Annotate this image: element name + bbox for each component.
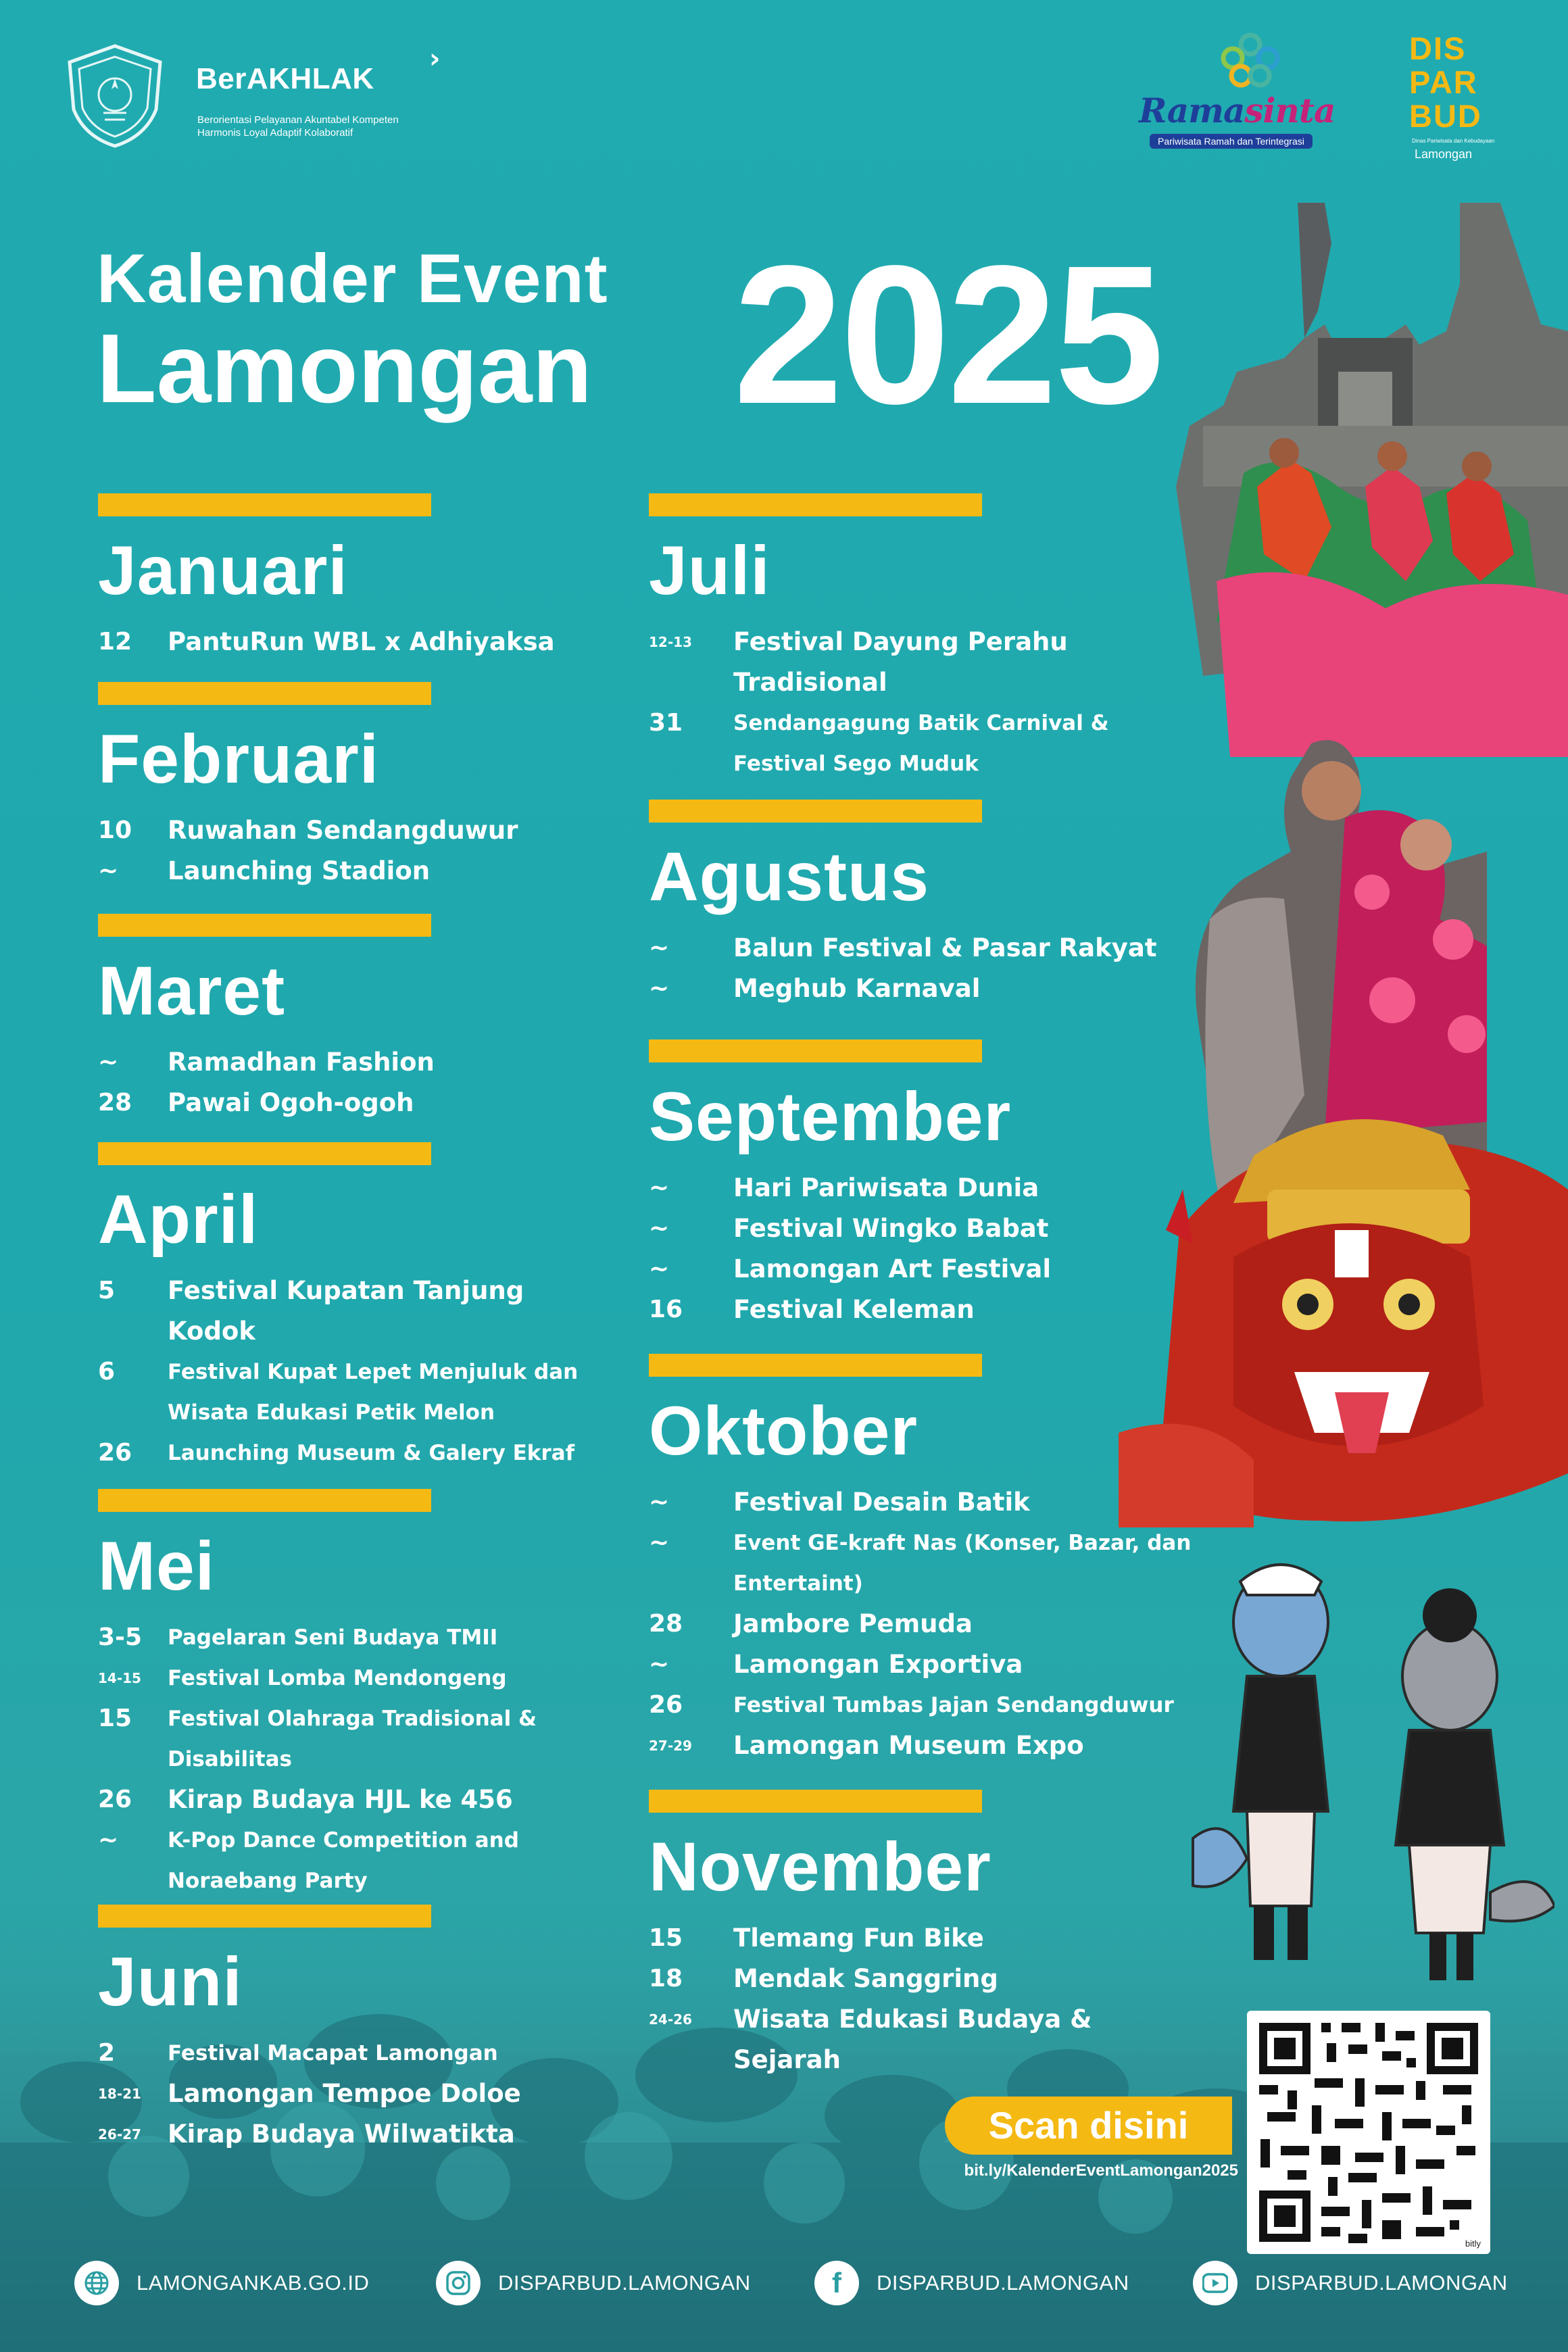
event-row — [98, 1352, 652, 1433]
event-date: 28 — [649, 1610, 683, 1638]
month-februari — [98, 682, 652, 891]
event-date: 18-21 — [98, 2086, 141, 2102]
berakhlak-subtitle-line2: Harmonis Loyal Adaptif Kolaboratif — [197, 127, 353, 139]
temple-dance-photo — [1162, 203, 1568, 757]
event-title: Ramadhan Fashion — [168, 1048, 435, 1077]
month-name: Juli — [649, 532, 770, 609]
footer-youtube[interactable] — [1193, 2261, 1508, 2305]
event-row — [98, 851, 652, 891]
event-row — [649, 1168, 1203, 1208]
month-bar — [98, 682, 431, 705]
event-date: ~ — [649, 975, 670, 1002]
event-title: Lamongan Art Festival — [733, 1254, 1052, 1283]
event-row — [98, 2033, 652, 2074]
event-title: Wisata Edukasi Budaya & Sejarah — [733, 2005, 1092, 2074]
event-title: Festival Dayung Perahu Tradisional — [733, 627, 1068, 697]
disparbud-city: Lamongan — [1415, 147, 1473, 161]
event-date: 26-27 — [98, 2126, 141, 2142]
qr-code-pattern — [1247, 2011, 1490, 2254]
month-bar — [649, 493, 982, 516]
event-row — [649, 928, 1203, 969]
event-date: ~ — [649, 1529, 670, 1557]
event-date: 27-29 — [649, 1738, 692, 1754]
event-row — [649, 969, 1203, 1009]
event-title: Hari Pariwisata Dunia — [733, 1173, 1039, 1202]
event-title: Lamongan Museum Expo — [733, 1731, 1084, 1760]
event-date: 15 — [98, 1705, 132, 1732]
mascots-illustration — [1186, 1541, 1554, 2001]
event-date: 5 — [98, 1277, 116, 1304]
footer-youtube-label: DISPARBUD.LAMONGAN — [1255, 2271, 1508, 2295]
event-date: 26 — [649, 1691, 683, 1719]
month-september — [649, 1039, 1203, 1330]
month-mei — [98, 1489, 652, 1901]
event-row — [98, 1658, 652, 1698]
event-row — [98, 1820, 652, 1901]
month-name: Oktober — [649, 1392, 918, 1469]
event-date: ~ — [649, 1255, 670, 1283]
month-name: Maret — [98, 952, 286, 1029]
event-row — [98, 1617, 652, 1658]
event-row — [98, 2074, 652, 2114]
event-title: Jambore Pemuda — [733, 1609, 973, 1638]
month-november — [649, 1790, 1203, 2080]
ramasinta-word-sinta: sinta — [1244, 91, 1336, 130]
month-agustus — [649, 800, 1203, 1009]
event-row — [649, 1644, 1203, 1685]
facebook-icon: f — [814, 2261, 859, 2305]
youtube-icon — [1193, 2261, 1238, 2305]
month-events — [98, 622, 652, 662]
event-row — [98, 1042, 652, 1083]
month-januari — [98, 493, 652, 662]
event-date: ~ — [98, 857, 119, 885]
footer-facebook[interactable] — [814, 2261, 1129, 2305]
ramasinta-word-rama: Rama — [1139, 91, 1245, 130]
event-date: 31 — [649, 709, 683, 737]
disparbud-logo — [1409, 32, 1511, 161]
event-title: PantuRun WBL x Adhiyaksa — [168, 627, 555, 656]
event-title: Kirap Budaya HJL ke 456 — [168, 1785, 513, 1814]
disparbud-small-text: Dinas Pariwisata dan Kebudayaan — [1412, 138, 1495, 144]
qr-code[interactable] — [1247, 2011, 1490, 2254]
instagram-icon — [436, 2261, 481, 2305]
berakhlak-subtitle — [197, 114, 468, 139]
month-events — [649, 1482, 1203, 1766]
event-row — [649, 1959, 1203, 1999]
month-bar — [98, 1905, 431, 1928]
disparbud-line3: BUD — [1409, 98, 1482, 134]
event-row — [649, 1208, 1203, 1249]
chevron-right-icon: › — [429, 43, 441, 74]
month-bar — [98, 914, 431, 937]
event-row — [98, 1433, 652, 1473]
month-name: September — [649, 1078, 1012, 1155]
event-date: ~ — [98, 1048, 119, 1076]
event-row — [98, 1083, 652, 1123]
month-juli — [649, 493, 1203, 784]
event-date: ~ — [649, 1650, 670, 1678]
footer-facebook-label: DISPARBUD.LAMONGAN — [877, 2271, 1129, 2295]
event-row — [98, 1780, 652, 1820]
footer-website[interactable] — [74, 2261, 369, 2305]
event-row — [649, 622, 1203, 703]
short-url-link[interactable]: bit.ly/KalenderEventLamongan2025 — [964, 2161, 1238, 2180]
event-row — [649, 1290, 1203, 1330]
event-title: Launching Museum & Galery Ekraf — [168, 1441, 575, 1465]
event-title: Mendak Sanggring — [733, 1964, 998, 1993]
event-date: 6 — [98, 1358, 116, 1386]
globe-icon — [74, 2261, 119, 2305]
event-title: Festival Kupat Lepet Menjuluk dan Wisata Edukasi Petik Melon — [168, 1360, 579, 1425]
scan-here-button[interactable]: Scan disini — [945, 2097, 1232, 2155]
month-bar — [649, 800, 982, 823]
event-title: Sendangagung Batik Carnival & Festival Sego Muduk — [733, 711, 1109, 776]
month-events — [649, 622, 1203, 784]
event-date: ~ — [649, 1174, 670, 1202]
event-title: Festival Desain Batik — [733, 1488, 1030, 1517]
month-events — [649, 1918, 1203, 2080]
event-date: 3-5 — [98, 1623, 143, 1651]
month-bar — [98, 1489, 431, 1512]
month-name: Januari — [98, 532, 348, 609]
event-date: 26 — [98, 1439, 132, 1467]
event-row — [98, 622, 652, 662]
event-title: Festival Keleman — [733, 1295, 975, 1324]
event-row — [98, 2114, 652, 2155]
month-juni — [98, 1905, 652, 2155]
event-title: Tlemang Fun Bike — [733, 1924, 984, 1953]
event-row — [649, 1918, 1203, 1959]
event-title: Balun Festival & Pasar Rakyat — [733, 933, 1157, 962]
event-title: K-Pop Dance Competition and Noraebang Party — [168, 1828, 519, 1893]
event-date: ~ — [649, 1488, 670, 1516]
title-year: 2025 — [733, 224, 1162, 445]
month-bar — [98, 493, 431, 516]
event-row — [98, 810, 652, 851]
event-row — [649, 1249, 1203, 1290]
disparbud-line2: PAR — [1409, 64, 1478, 100]
event-date: 14-15 — [98, 1670, 141, 1686]
footer-website-label: LAMONGANKAB.GO.ID — [137, 2271, 370, 2295]
event-date: 12 — [98, 628, 132, 656]
month-name: Mei — [98, 1527, 216, 1604]
berakhlak-title: BerAKHLAK — [196, 62, 374, 95]
event-title: Festival Macapat Lamongan — [168, 2041, 498, 2065]
ramasinta-tagline: Pariwisata Ramah dan Terintegrasi — [1150, 134, 1313, 149]
footer-instagram[interactable] — [436, 2261, 751, 2305]
event-row — [649, 1999, 1203, 2080]
event-date: 12-13 — [649, 634, 692, 650]
qr-bitly-label: bitly — [1465, 2238, 1481, 2249]
month-bar — [98, 1142, 431, 1165]
event-date: 2 — [98, 2039, 116, 2067]
event-date: 15 — [649, 1924, 683, 1952]
month-maret — [98, 914, 652, 1123]
event-title: Festival Tumbas Jajan Sendangduwur — [733, 1693, 1174, 1717]
event-title: Pawai Ogoh-ogoh — [168, 1088, 414, 1117]
event-date: 28 — [98, 1089, 132, 1117]
month-bar — [649, 1039, 982, 1062]
title-line1: Kalender Event — [97, 240, 608, 317]
event-row — [649, 1604, 1203, 1644]
event-title: Kirap Budaya Wilwatikta — [168, 2120, 515, 2149]
event-row — [649, 1725, 1203, 1766]
event-date: ~ — [649, 1215, 670, 1242]
month-bar — [649, 1790, 982, 1813]
event-row — [649, 1523, 1203, 1604]
event-title: Lamongan Tempoe Doloe — [168, 2079, 521, 2108]
ramasinta-wordmark — [1139, 91, 1335, 130]
month-april — [98, 1142, 652, 1473]
month-name: Februari — [98, 720, 380, 798]
ramasinta-flower-icon — [1217, 31, 1284, 91]
event-row — [649, 1482, 1203, 1523]
event-date: 10 — [98, 816, 132, 844]
event-row — [98, 1271, 652, 1352]
month-events — [649, 928, 1203, 1009]
ramasinta-logo — [1139, 31, 1369, 153]
event-title: Festival Lomba Mendongeng — [168, 1666, 507, 1690]
event-title: Event GE-kraft Nas (Konser, Bazar, dan Entertaint) — [733, 1531, 1192, 1596]
month-events — [98, 810, 652, 891]
disparbud-line1: DIS — [1409, 30, 1467, 66]
event-title: Festival Kupatan Tanjung Kodok — [168, 1276, 524, 1346]
month-events — [98, 1617, 652, 1901]
month-events — [98, 1042, 652, 1123]
event-date: ~ — [98, 1826, 119, 1854]
month-name: Agustus — [649, 838, 929, 915]
month-name: April — [98, 1181, 259, 1258]
event-row — [649, 1685, 1203, 1725]
event-date: 26 — [98, 1786, 132, 1813]
event-title: Pagelaran Seni Budaya TMII — [168, 1625, 498, 1650]
event-title: Ruwahan Sendangduwur — [168, 816, 518, 845]
lamongan-emblem-icon — [64, 42, 166, 150]
month-oktober — [649, 1354, 1203, 1766]
event-date: 16 — [649, 1296, 683, 1323]
event-title: Lamongan Exportiva — [733, 1650, 1023, 1679]
event-date: 24-26 — [649, 2011, 692, 2028]
month-events — [649, 1168, 1203, 1330]
event-title: Festival Olahraga Tradisional & Disabilitas — [168, 1707, 537, 1771]
event-date: 18 — [649, 1965, 683, 1992]
month-events — [98, 1271, 652, 1473]
title-line2: Lamongan — [97, 314, 593, 423]
event-row — [649, 703, 1203, 784]
event-date: ~ — [649, 934, 670, 962]
event-title: Meghub Karnaval — [733, 974, 981, 1003]
month-name: November — [649, 1828, 991, 1905]
footer-instagram-label: DISPARBUD.LAMONGAN — [498, 2271, 751, 2295]
month-name: Juni — [98, 1943, 243, 2020]
event-title: Launching Stadion — [168, 856, 431, 885]
event-title: Festival Wingko Babat — [733, 1214, 1049, 1243]
berakhlak-subtitle-line1: Berorientasi Pelayanan Akuntabel Kompeten — [197, 114, 399, 126]
event-row — [98, 1698, 652, 1780]
month-bar — [649, 1354, 982, 1377]
month-events — [98, 2033, 652, 2155]
